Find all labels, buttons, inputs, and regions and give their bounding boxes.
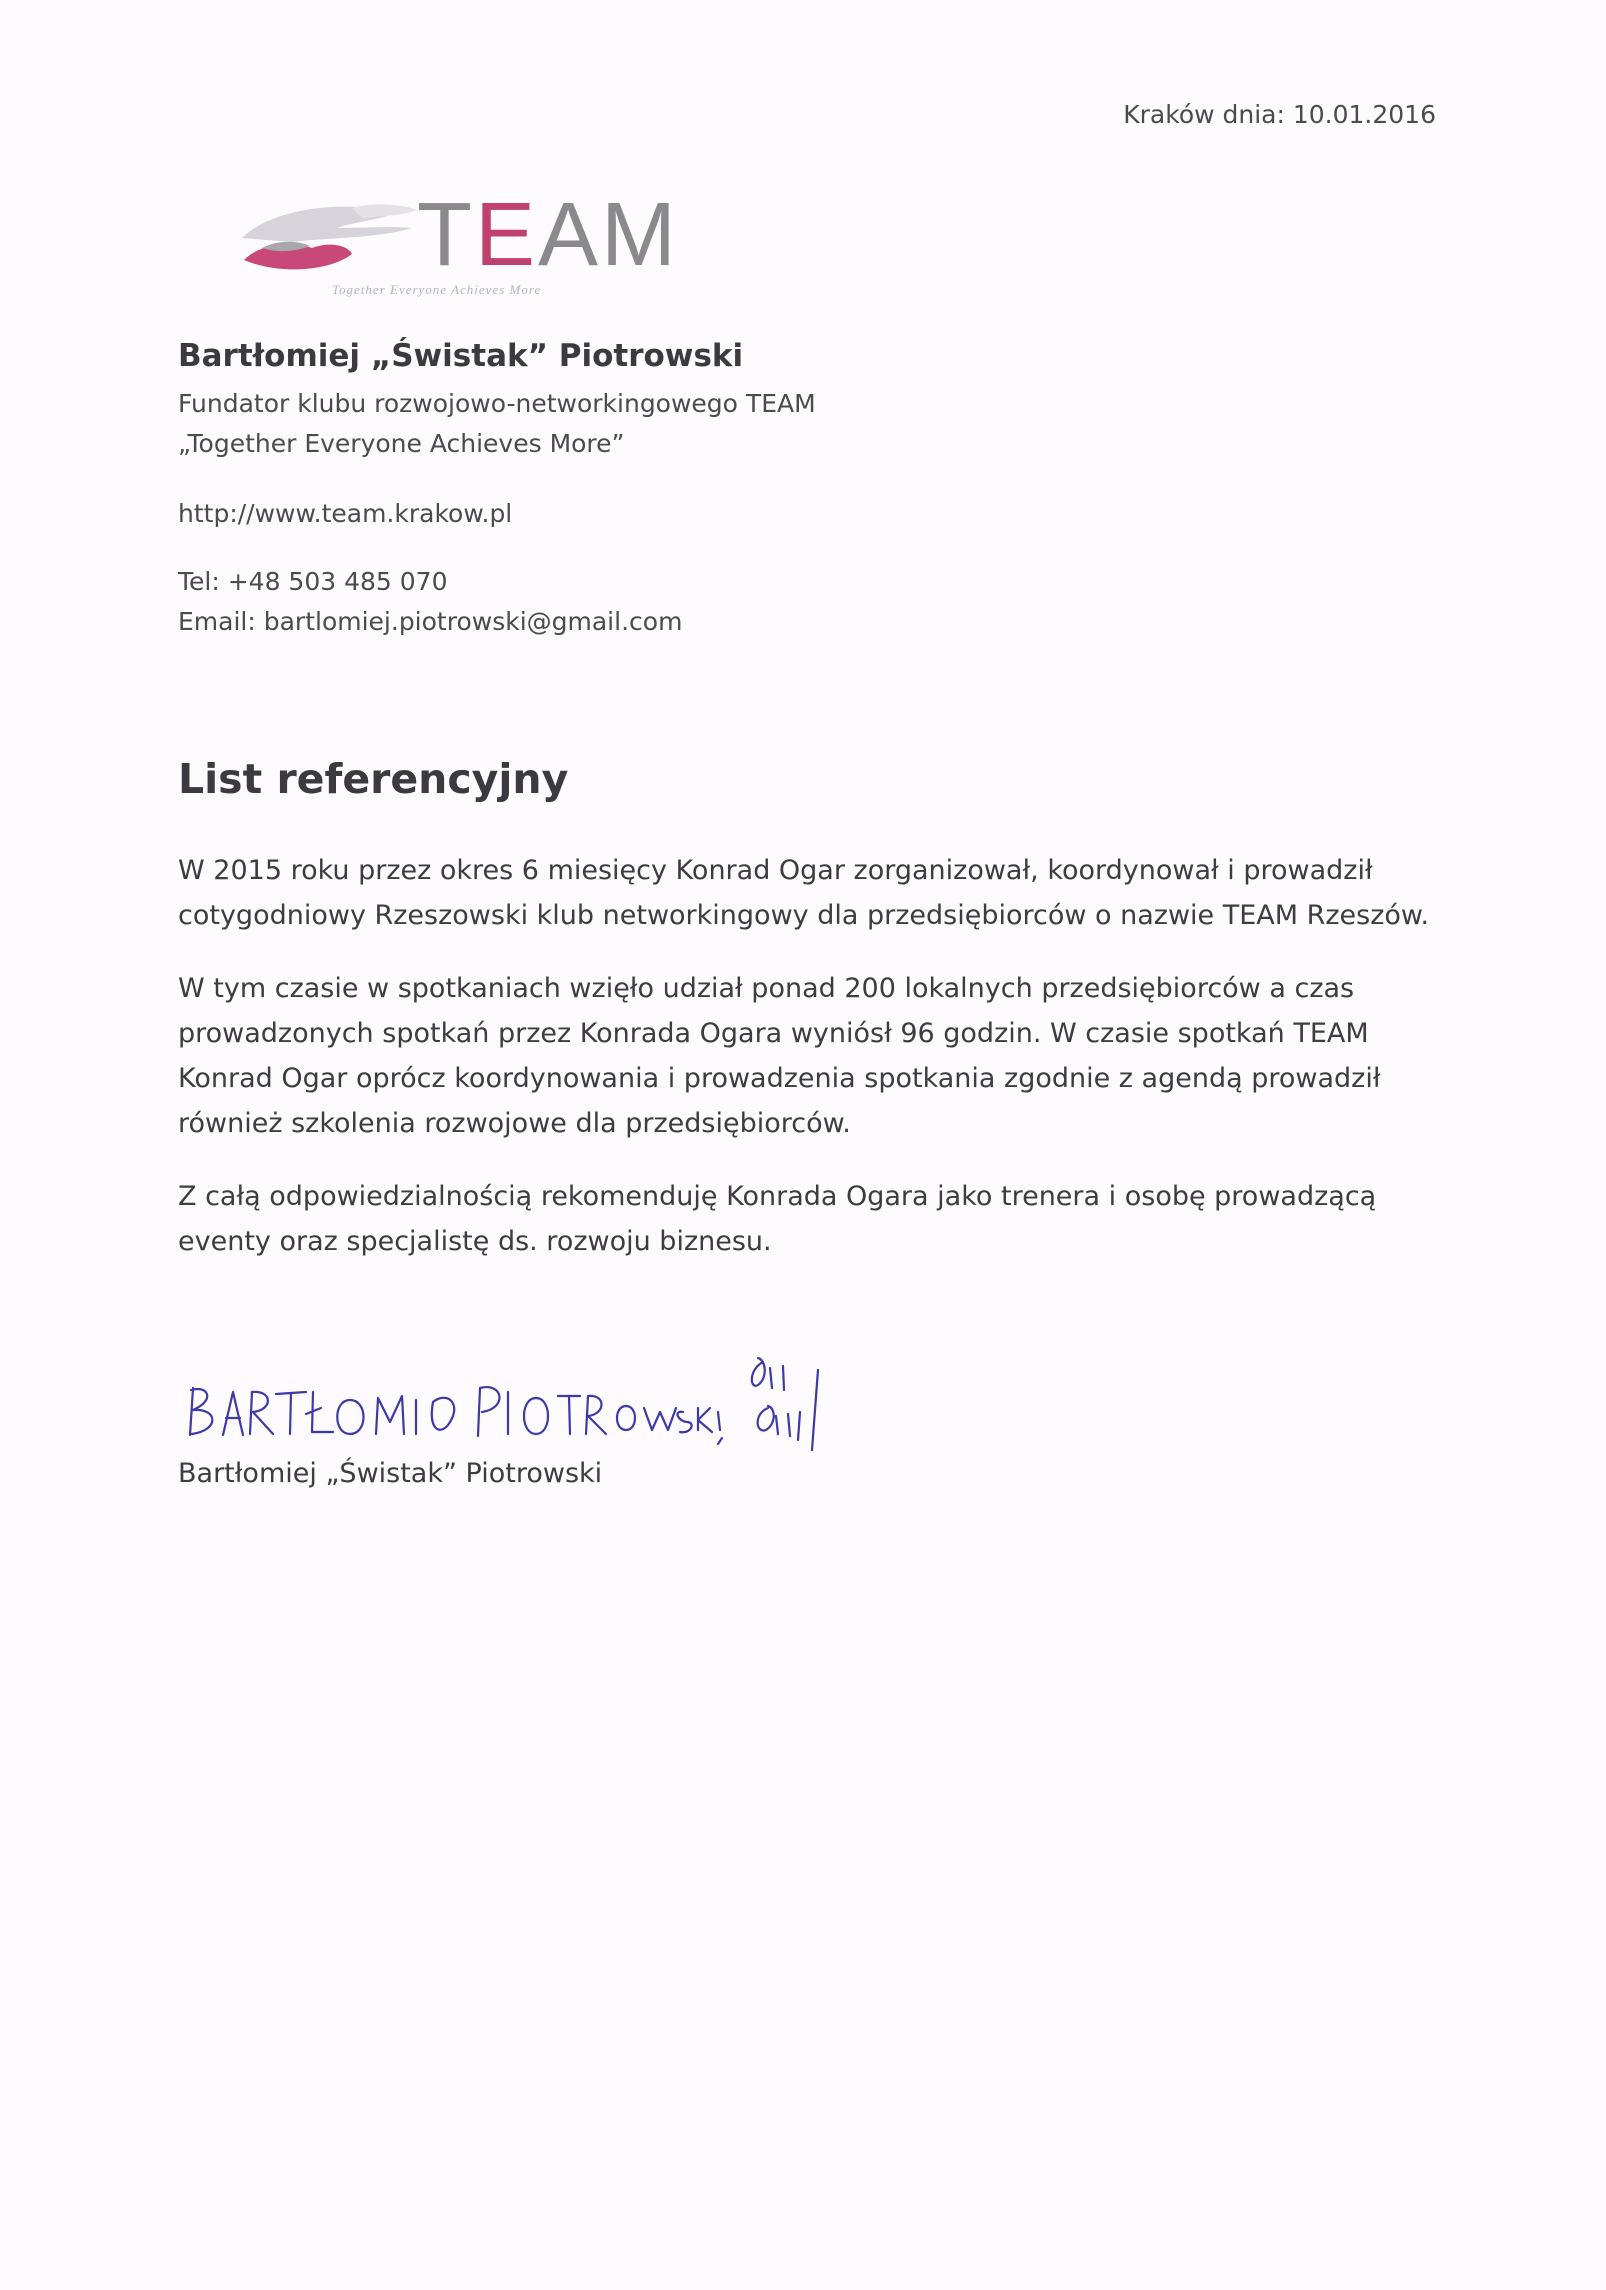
handwritten-signature — [178, 1330, 878, 1470]
sender-website: http://www.team.krakow.pl — [178, 499, 513, 528]
signatory-printed-name: Bartłomiej „Świstak” Piotrowski — [178, 1458, 603, 1489]
sender-phone: Tel: +48 503 485 070 — [178, 567, 448, 596]
sender-email: Email: bartlomiej.piotrowski@gmail.com — [178, 607, 683, 636]
team-logo-mark-icon — [232, 198, 422, 288]
letter-paragraph: W tym czasie w spotkaniach wzięło udział ponad 200 lokalnych przedsiębiorców a czas prowadzonych spotkań przez Konrada Ogara wyniósł 96 godzin. W czasie spotkań TEAM Konrad Ogar oprócz koordynowania i prowadzenia spotkania zgodnie z agendą prowadził również szkolenia rozwojowe dla przedsiębiorców. — [178, 973, 1381, 1139]
team-logo-word: TEAM — [417, 185, 680, 285]
sender-motto: „Together Everyone Achieves More” — [178, 429, 625, 458]
letter-date: Kraków dnia: 10.01.2016 — [1123, 100, 1436, 129]
signature-area — [178, 1330, 878, 1530]
letter-paragraph: Z całą odpowiedzialnością rekomenduję Konrada Ogara jako trenera i osobę prowadzącą eventy oraz specjalistę ds. rozwoju biznesu. — [178, 1181, 1377, 1257]
letter-paragraph: W 2015 roku przez okres 6 miesięcy Konrad Ogar zorganizował, koordynował i prowadził cotygodniowy Rzeszowski klub networkingowy dla przedsiębiorców o nazwie TEAM Rzeszów. — [178, 855, 1430, 931]
team-logo-tagline: Together Everyone Achieves More — [332, 282, 542, 297]
sender-contact-block — [178, 338, 1378, 642]
team-logo — [232, 185, 692, 300]
letter-body — [178, 848, 1438, 1292]
letter-title: List referencyjny — [178, 755, 569, 803]
sender-role: Fundator klubu rozwojowo-networkingowego TEAM — [178, 389, 816, 418]
sender-name: Bartłomiej „Świstak” Piotrowski — [178, 338, 744, 374]
